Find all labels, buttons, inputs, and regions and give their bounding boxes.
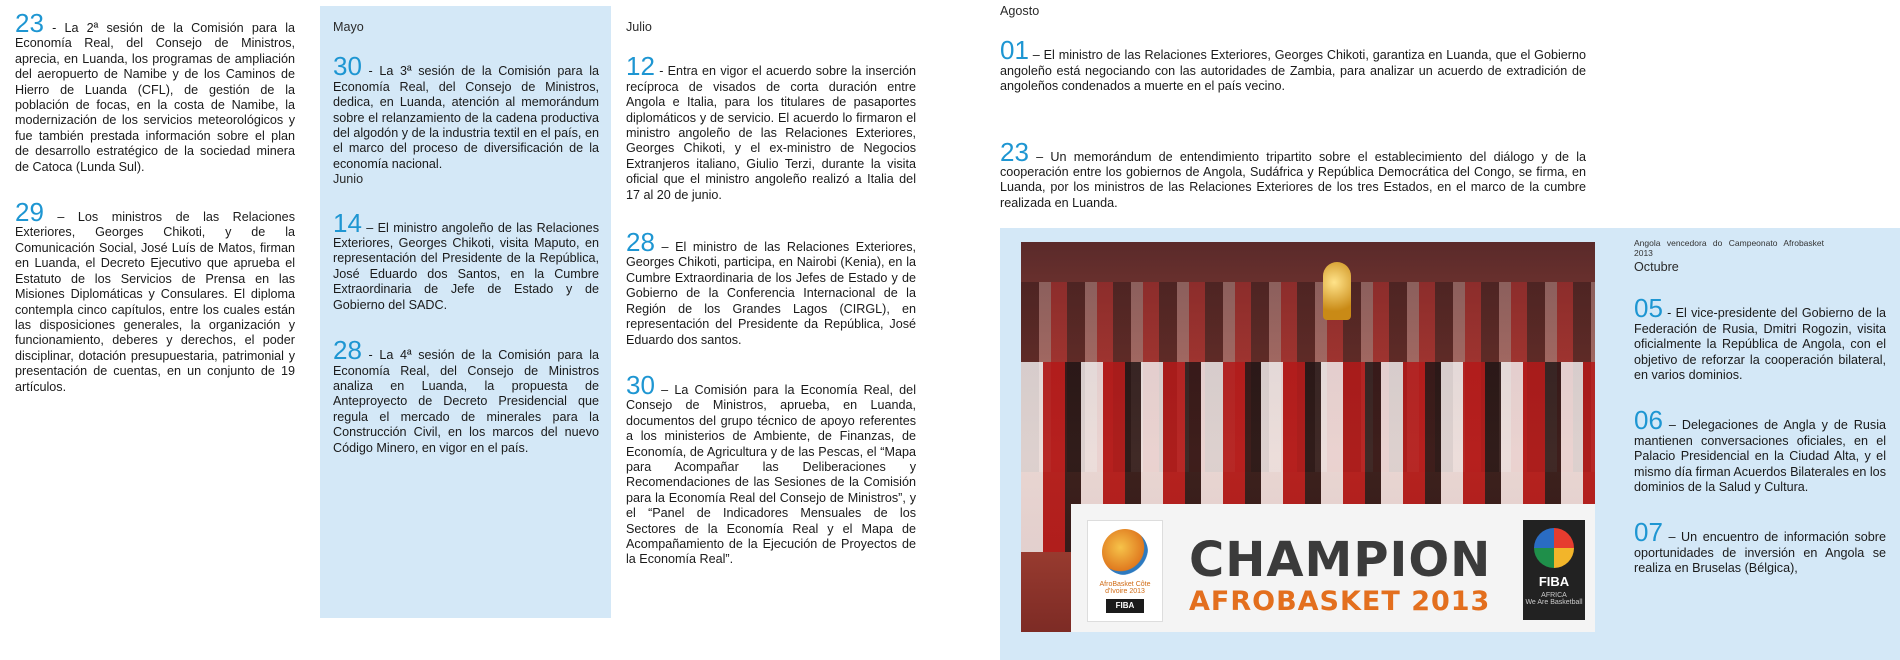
entry-28	[626, 227, 916, 348]
entry-text: – Los ministros de las Relaciones Exteriores, Georges Chikoti, y de la Comunicación Social, José Luís de Matos, firman en Luanda, el Decreto Ejecutivo que aprueba el Estatuto de los Servicios de Prensa en las Misiones Diplomáticas y Consulares. El diploma contempla cinco capítulos, entre los cuales están las disposiciones generales, la organización y funcionamiento, deberes y derechos, el poder disciplinar, dotación presupuestaria, patrimonial y presentación de cuentas, en un conjunto de 19 artículos.	[15, 210, 295, 394]
entry-29	[15, 197, 295, 395]
column-4	[1000, 4, 1586, 211]
entry-text: - Entra en vigor el acuerdo sobre la inserción recíproca de visados de corta duración entre Angola e Italia, para los titulares de pasaportes diplomáticos y de servicio. El acuerdo lo firmaron el ministro angoleño de las Relaciones Exteriores, Georges Chikoti, y el ex-ministro de Negocios Extranjeros italiano, Giulio Terzi, durante la visita oficial que el ministro angoleño realizó a Italia del 17 al 20 de junio.	[626, 64, 916, 202]
entry-text: – Un encuentro de información sobre oportunidades de inversión en Angola se realiza en Bruselas (Bélgica),	[1634, 530, 1886, 576]
entry-06	[1634, 405, 1886, 495]
day-number: 28	[626, 227, 655, 258]
entry-05	[1634, 293, 1886, 383]
day-number: 14	[333, 207, 362, 238]
day-number: 01	[1000, 35, 1029, 66]
day-number: 23	[15, 8, 44, 38]
entry-23	[15, 8, 295, 175]
fiba-ball-icon	[1534, 528, 1574, 568]
entry-01	[1000, 35, 1586, 94]
entry-07	[1634, 517, 1886, 576]
photo-caption: Angola vencedora do Campeonato Afrobasket 2013	[1634, 238, 1824, 258]
afrobasket-logo	[1087, 520, 1163, 622]
afrobasket-logo-text: AfroBasket Côte d'Ivoire 2013	[1099, 581, 1151, 595]
champion-banner	[1071, 504, 1595, 632]
day-number: 05	[1634, 293, 1663, 324]
day-number: 07	[1634, 517, 1663, 548]
entry-12	[626, 51, 916, 203]
month-label-octubre: Octubre	[1634, 260, 1679, 274]
trophy-icon	[1323, 262, 1351, 320]
day-number: 28	[333, 335, 362, 366]
entry-14	[333, 207, 599, 313]
entry-30	[333, 51, 599, 172]
month-label-mayo: Mayo	[333, 20, 364, 34]
day-number: 12	[626, 51, 655, 82]
entry-23	[1000, 136, 1586, 212]
afrobasket-photo	[1021, 242, 1595, 632]
day-number: 30	[333, 51, 362, 82]
fiba-mini-logo: FIBA	[1106, 599, 1144, 613]
column-1	[15, 8, 295, 421]
day-number: 30	[626, 369, 655, 400]
entry-text: - El vice-presidente del Gobierno de la Federación de Rusia, Dmitri Rogozin, visita oficialmente la República de Angola, con el objetivo de reforzar la cooperación bilateral, en varios dominios.	[1634, 306, 1886, 383]
entry-text: – El ministro de las Relaciones Exteriores, Georges Chikoti, garantiza en Luanda, que el Gobierno angoleño está negociando con las autoridades de Zambia, para analizar un acuerdo de extradición de angoleños condenados a muerte en el país vecino.	[1000, 48, 1586, 94]
column-2	[333, 20, 599, 482]
month-label-agosto: Agosto	[1000, 4, 1040, 18]
banner-title: CHAMPION	[1189, 532, 1492, 588]
entry-text: – Un memorándum de entendimiento tripartito sobre el establecimiento del diálogo y de la cooperación entre los gobiernos de Angola, Sudáfrica y República Democrática del Congo, se firma, en Luanda, por los ministros de las Relaciones Exteriores de los tres Estados, en el marco de la cumbre realizada en Luanda.	[1000, 149, 1586, 210]
afrobasket-emblem-icon	[1102, 529, 1148, 575]
entry-text: – El ministro angoleño de las Relaciones Exteriores, Georges Chikoti, visita Maputo, en representación del Presidente de la República, José Eduardo dos Santos, en la Cumbre Extraordinaria de Jefe de Estado y de Gobierno del SADC.	[333, 220, 599, 312]
entry-text: - La 3ª sesión de la Comisión para la Economía Real, del Consejo de Ministros, dedica, en Luanda, atención al memorándum sobre el relanzamiento de la cadena productiva del algodón y de la industria textil en el país, en el marco del proceso de diversificación de la economía nacional.	[333, 64, 599, 171]
column-3	[626, 20, 916, 594]
entry-text: – Delegaciones de Angla y de Rusia mantienen conversaciones oficiales, en el Palacio Presidencial en la Ciudad Alta, y el mismo día firman Acuerdos Bilaterales en los dominios de la Salud y Cultura.	[1634, 418, 1886, 495]
month-label-julio: Julio	[626, 20, 652, 34]
month-label-junio: Junio	[333, 172, 364, 187]
entry-30	[626, 369, 916, 568]
day-number: 23	[1000, 136, 1029, 167]
entry-text: - La 4ª sesión de la Comisión para la Economía Real, del Consejo de Ministros analiza en Luanda, la propuesta de Anteproyecto de Decreto Presidencial que regula el mercado de minerales para la Construcción Civil, en los marcos del nuevo Código Minero, en vigor en el país.	[333, 348, 599, 455]
fiba-logo-sub: AFRICA We Are Basketball	[1525, 592, 1583, 606]
fiba-logo-title: FIBA	[1538, 574, 1570, 589]
banner-subtitle: AFROBASKET 2013	[1189, 586, 1491, 617]
day-number: 29	[15, 197, 44, 228]
entry-text: – La Comisión para la Economía Real, del Consejo de Ministros, aprueba, en Luanda, documentos del grupo técnico de apoyo referentes a los ministerios de Ambiente, de Finanzas, de Economía, de Agricultura y de las Pescas, el “Mapa para Acompañar las Deliberaciones y Recomendaciones de las Sesiones de la Comisión para la Economía Real del Consejo de Ministros”, y el “Panel de Indicadores Mensuales de los Sectores de la Economía Real y el Mapa de Acompañamiento de la Ejecución de Proyectos de la Economía Real”.	[626, 382, 916, 567]
column-5	[1634, 238, 1886, 603]
day-number: 06	[1634, 405, 1663, 436]
entry-text: - La 2ª sesión de la Comisión para la Economía Real, del Consejo de Ministros, aprecia, en Luanda, los programas de ampliación del aeropuerto de Namibe y de los Caminos de Hierro de Luanda (CFL), de gestión de la población de focas, en la costa de Namibe, la modernización de los servicios meteorológicos y fue también prestada información sobre el plan de desarrollo estratégico de la sociedad minera de Catoca (Lunda Sul).	[15, 21, 295, 174]
fiba-africa-logo	[1523, 520, 1585, 620]
entry-28	[333, 335, 599, 456]
entry-text: – El ministro de las Relaciones Exteriores, Georges Chikoti, participa, en Nairobi (Kenia), en la Cumbre Extraordinaria de los Jefes de Estado y de Gobierno de la Conferencia Internacional de la Región de los Grandes Lagos (CIRGL), en representación del Presidente da República, José Eduardo dos santos.	[626, 240, 916, 347]
